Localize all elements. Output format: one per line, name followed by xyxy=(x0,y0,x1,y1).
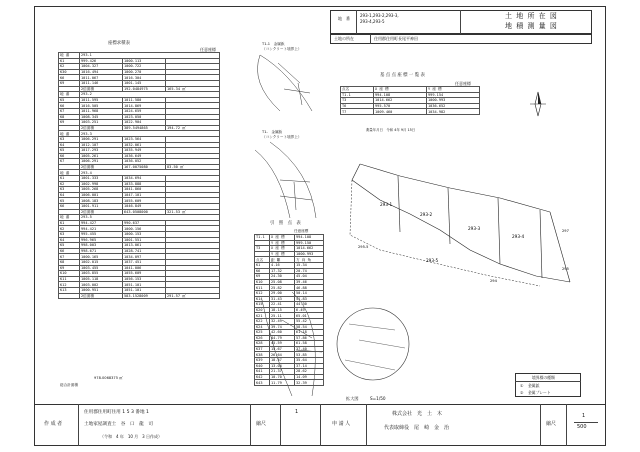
table-cell: 35.64 xyxy=(295,358,324,364)
table-cell: 25.08 xyxy=(270,279,295,285)
table-cell: 1000.270 xyxy=(123,69,166,75)
table-header-cell: 点名 xyxy=(341,87,374,93)
plan-neighbor-label: 297 xyxy=(562,229,569,233)
table-total-label: 2倍面積 xyxy=(80,164,123,170)
table-cell: 37.40 xyxy=(295,346,324,352)
applicant-line-2: 代表取締役 尾 崎 金 治 xyxy=(384,425,450,431)
table-cell: 25.11 xyxy=(270,313,295,319)
table-cell: K22 xyxy=(255,318,270,324)
table-cell: 1051.101 xyxy=(123,282,166,288)
table-cell: K25 xyxy=(255,330,270,336)
table-cell: K2 xyxy=(59,64,80,70)
table-area-value: 165.34 ㎡ xyxy=(166,86,220,92)
table-cell: K30 xyxy=(59,69,80,75)
table-cell: 1008.345 xyxy=(80,114,123,120)
scale-top: 1 xyxy=(295,409,299,415)
table-cell: Y 座 標 xyxy=(270,240,295,246)
table-cell: K5 xyxy=(59,198,80,204)
table-cell: 1041.006 xyxy=(123,265,166,271)
table-cell: K13 xyxy=(59,287,80,293)
table-cell: 29.00 xyxy=(270,290,295,296)
table-header-cell: 地 番 xyxy=(59,53,80,59)
boundary-legend-item: ① xyxy=(520,383,524,388)
author-label: 作 成 者 xyxy=(44,421,63,427)
table-cell: 1001.551 xyxy=(123,237,166,243)
table-total-label: 2倍面積 xyxy=(80,86,123,92)
table-cell: 1014.662 xyxy=(374,98,427,104)
table-header-cell: X 座 標 xyxy=(374,87,427,93)
table-cell: 53.85 xyxy=(295,352,324,358)
table-area-value: 291.57 ㎡ xyxy=(166,293,220,299)
table-cell: K8 xyxy=(59,259,80,265)
table-cell: 39.46 xyxy=(295,279,324,285)
table-total-value: 389.5494865 xyxy=(123,125,166,131)
table-cell: 998.671 xyxy=(80,248,123,254)
table-cell: T7 xyxy=(341,109,374,115)
table-total-label: 2倍面積 xyxy=(80,125,123,131)
table-total-label: 2倍面積 xyxy=(80,293,123,299)
left-table-subtitle: 任意座標 xyxy=(200,47,216,52)
table-cell: 995.570 xyxy=(374,103,427,109)
inset-top-drawing xyxy=(250,53,320,113)
plan-neighbor-label: 294 xyxy=(490,279,497,283)
plan-lot-label: 293-1 xyxy=(380,202,393,207)
boundary-legend-item: ② xyxy=(520,390,524,395)
table-cell: K2 xyxy=(59,226,80,232)
table-cell: 1001.145 xyxy=(123,80,166,86)
table-cell: 1022.904 xyxy=(123,120,166,126)
table-cell: K37 xyxy=(255,346,270,352)
table-cell: K41 xyxy=(255,369,270,375)
table-cell: 1011.580 xyxy=(123,97,166,103)
enlarged-circle xyxy=(335,300,415,390)
applicant-line-1: 株式会社 光 土 木 xyxy=(392,411,443,417)
table-cell: 995.455 xyxy=(80,232,123,238)
table-cell: K4 xyxy=(59,237,80,243)
table-cell: 6.49 xyxy=(295,307,324,313)
table-cell: 65.01 xyxy=(295,313,324,319)
table-cell: 1012.107 xyxy=(80,142,123,148)
table-cell: K6 xyxy=(59,204,80,210)
table-cell: 1003.002 xyxy=(80,282,123,288)
table-cell: 32.49 xyxy=(270,318,295,324)
table-cell: 32.39 xyxy=(295,380,324,386)
plan-lot-label: 293-4 xyxy=(512,234,525,239)
plan-lot-label: 293-2 xyxy=(420,212,433,217)
table-cell: K6 xyxy=(255,268,270,274)
table-cell: 1024.659 xyxy=(123,108,166,114)
table-cell: 1003.855 xyxy=(80,271,123,277)
table-cell: 26.64 xyxy=(270,352,295,358)
boundary-legend-title: 境界標の種類 xyxy=(532,375,555,380)
table-section-label: 293-4 xyxy=(80,170,220,176)
table-cell: 45.59 xyxy=(270,341,295,347)
table-cell: 1016.494 xyxy=(80,69,123,75)
left-footer-value: 978.0068375 ㎡ xyxy=(94,376,123,380)
author-line-3: （令和 4 年 10 月 3 日作成） xyxy=(100,434,162,439)
table-cell: 1013.061 xyxy=(123,243,166,249)
table-cell: K15 xyxy=(255,302,270,308)
table-cell: 999.150 xyxy=(295,240,324,246)
table-cell: 1032.061 xyxy=(123,142,166,148)
table-cell: 1036.649 xyxy=(123,153,166,159)
table-cell: 14.09 xyxy=(295,374,324,380)
benchmark-subtitle: 任意座標 xyxy=(455,81,471,86)
table-cell: K10 xyxy=(59,271,80,277)
table-cell: K43 xyxy=(255,380,270,386)
table-cell: 51.83 xyxy=(295,296,324,302)
table-cell: 1000.993 xyxy=(295,251,324,257)
survey-date: 測量年月日 令和 4年 9月 15日 xyxy=(366,128,416,132)
table-cell: 45.04 xyxy=(295,274,324,280)
table-cell: 994.108 xyxy=(374,92,427,98)
table-header-cell: 点名 xyxy=(255,257,270,263)
table-cell: 57.86 xyxy=(295,335,324,341)
table-cell: 1003.455 xyxy=(80,265,123,271)
table-cell: 1023.050 xyxy=(123,114,166,120)
table-cell: 28.62 xyxy=(295,369,324,375)
table-cell: X 座 標 xyxy=(270,235,295,241)
table-cell: K1 xyxy=(59,176,80,182)
table-cell: 37.14 xyxy=(295,363,324,369)
table-cell: 998.003 xyxy=(80,243,123,249)
table-cell: 1047.101 xyxy=(123,192,166,198)
table-cell: K42 xyxy=(255,374,270,380)
table-cell: T3 xyxy=(341,98,374,104)
scale2-top: 1 xyxy=(582,413,586,419)
table-cell: 1016.304 xyxy=(123,75,166,81)
table-cell: K39 xyxy=(255,358,270,364)
table-cell: K14 xyxy=(255,296,270,302)
table-cell: K6 xyxy=(59,103,80,109)
table-cell: 1005.268 xyxy=(80,187,123,193)
lead-table-title: 引 照 点 表 xyxy=(270,221,301,226)
table-cell: K38 xyxy=(255,352,270,358)
table-cell: K7 xyxy=(59,108,80,114)
table-cell: 994.108 xyxy=(295,235,324,241)
table-cell: K24 xyxy=(255,324,270,330)
location-value: 住用郡住用町長尾平神田 xyxy=(374,36,418,41)
table-cell: K11 xyxy=(255,285,270,291)
table-cell: 1011.067 xyxy=(80,75,123,81)
table-cell: Y 座 標 xyxy=(270,251,295,257)
table-cell: 44.30 xyxy=(295,302,324,308)
table-cell: K28 xyxy=(255,341,270,347)
table-cell: 1004.327 xyxy=(80,64,123,70)
north-arrow xyxy=(528,90,548,118)
table-cell: K1 xyxy=(59,58,80,64)
boundary-legend-item-label: 金属プレート xyxy=(528,390,551,395)
table-cell: 1011.968 xyxy=(80,108,123,114)
table-cell: 61.18 xyxy=(295,330,324,336)
table-cell: 24.30 xyxy=(270,274,295,280)
table-cell: K3 xyxy=(59,136,80,142)
inset-mid-label-1: T1- 金属鋲 xyxy=(262,130,283,134)
table-cell: 22.41 xyxy=(270,302,295,308)
table-cell: 1028.741 xyxy=(123,248,166,254)
table-header-cell: Y 座 標 xyxy=(427,87,480,93)
table-cell: K2 xyxy=(59,181,80,187)
table-cell: 1034.982 xyxy=(427,109,480,115)
table-cell: K8 xyxy=(59,114,80,120)
boundary-legend-item-label: 金属鋲 xyxy=(528,383,540,388)
table-cell: 15.67 xyxy=(270,346,295,352)
table-cell: 1003.251 xyxy=(80,120,123,126)
table-cell: 55.42 xyxy=(295,318,324,324)
table-section-label: 293-2 xyxy=(80,92,220,98)
table-total-label: 2倍面積 xyxy=(80,209,123,215)
table-cell: 1000.113 xyxy=(123,58,166,64)
table-cell: 1051.101 xyxy=(123,287,166,293)
table-cell: 994.427 xyxy=(80,220,123,226)
lead-table-subtitle: 任意座標 xyxy=(294,229,309,233)
table-cell: 17.32 xyxy=(270,268,295,274)
table-cell: 25.82 xyxy=(270,285,295,291)
table-cell: 1000.156 xyxy=(123,226,166,232)
table-cell: K11 xyxy=(59,276,80,282)
table-cell: K9 xyxy=(59,80,80,86)
table-header-cell: 方 向 角 xyxy=(295,257,324,263)
table-cell: 1034.694 xyxy=(123,176,166,182)
table-cell: 11.79 xyxy=(270,380,295,386)
table-cell: K3 xyxy=(59,232,80,238)
table-cell: 1000.722 xyxy=(123,64,166,70)
applicant-label: 申 請 人 xyxy=(332,421,351,427)
table-cell: 994.421 xyxy=(80,226,123,232)
location-label: 土地の所在 xyxy=(334,36,354,41)
table-cell: K26 xyxy=(255,335,270,341)
plan-lot-label: 293-5 xyxy=(426,258,439,263)
table-cell: K10 xyxy=(255,279,270,285)
table-cell: T3 xyxy=(255,246,270,252)
table-cell: 1036.652 xyxy=(427,103,480,109)
inset-mid-label-2: （コンクリート境界上） xyxy=(262,135,302,139)
table-header-cell: 地 番 xyxy=(59,131,80,137)
table-cell: 13.04 xyxy=(270,363,295,369)
table-cell: 20.74 xyxy=(295,268,324,274)
table-header-cell: 地 番 xyxy=(59,215,80,221)
table-cell: 1000.165 xyxy=(80,254,123,260)
table-total-value: 167.0075080 xyxy=(123,164,166,170)
table-cell: K5 xyxy=(59,148,80,154)
table-cell: 1005.261 xyxy=(80,153,123,159)
table-area-value: 83.50 ㎡ xyxy=(166,164,220,170)
table-row xyxy=(255,380,324,386)
plan-neighbor-label: 295 xyxy=(562,267,569,271)
chiban-value-1: 293-1,293-2,293-3, xyxy=(360,13,399,18)
table-cell: K7 xyxy=(59,159,80,165)
table-cell: 1005.118 xyxy=(80,276,123,282)
left-table-title: 座標求積表 xyxy=(108,41,130,46)
table-cell: T6 xyxy=(341,103,374,109)
table-cell: K9 xyxy=(59,120,80,126)
table-cell: 1046.849 xyxy=(123,204,166,210)
table-cell: K40 xyxy=(255,363,270,369)
table-cell: 1000.951 xyxy=(80,287,123,293)
table-cell: 15.34 xyxy=(295,262,324,268)
author-line-2: 土地家屋調査士 谷 口 龍 司 xyxy=(84,422,153,427)
table-cell: 1006.291 xyxy=(80,136,123,142)
table-cell: 18.57 xyxy=(270,358,295,364)
table-cell: K6 xyxy=(59,248,80,254)
title-line-1: 土 地 所 在 図 xyxy=(505,12,558,20)
scale2-label: 縮尺 xyxy=(546,421,557,427)
table-cell: 1001.911 xyxy=(80,204,123,210)
author-line-1: 住用郡住用町住用 1 5 3 番地 1 xyxy=(84,410,149,415)
table-cell: 42.60 xyxy=(270,330,295,336)
table-cell: 1001.333 xyxy=(80,176,123,182)
table-cell: K12 xyxy=(255,290,270,296)
table-cell: 1014.869 xyxy=(123,103,166,109)
table-cell: T1-1 xyxy=(341,92,374,98)
table-cell: 21.37 xyxy=(270,369,295,375)
table-section-label: 293-3 xyxy=(80,131,220,137)
table-cell xyxy=(59,293,80,299)
table-row xyxy=(341,109,480,115)
enlarged-scale: S=1/50 xyxy=(370,396,386,401)
table-cell: 1036.052 xyxy=(123,159,166,165)
table-cell: 50.14 xyxy=(295,290,324,296)
table-cell: 999.154 xyxy=(427,92,480,98)
table-cell: 1002.998 xyxy=(80,181,123,187)
table-cell: 1041.860 xyxy=(123,187,166,193)
table-cell: 44.79 xyxy=(270,335,295,341)
table-cell: 39.74 xyxy=(270,324,295,330)
table-cell: 996.965 xyxy=(80,237,123,243)
table-cell: 1000.153 xyxy=(123,232,166,238)
table-cell: K6 xyxy=(59,75,80,81)
plan-neighbor-label: 295-5 xyxy=(358,245,369,249)
table-cell: 1055.609 xyxy=(123,271,166,277)
table-cell: K7 xyxy=(59,254,80,260)
table-cell: 1034.097 xyxy=(123,254,166,260)
enlarged-label: 拡大図 xyxy=(346,396,359,401)
table-cell: 1037.451 xyxy=(123,259,166,265)
table-cell: K9 xyxy=(255,274,270,280)
table-cell: K6 xyxy=(59,153,80,159)
table-header-cell: 地 番 xyxy=(59,92,80,98)
inset-top-label-2: （コンクリート境界上） xyxy=(262,47,302,51)
benchmark-title: 基 点 点 座 標 一 覧 表 xyxy=(380,73,425,78)
table-cell: 1014.662 xyxy=(295,246,324,252)
table-cell: 1002.015 xyxy=(80,259,123,265)
table-cell: X 座 標 xyxy=(270,246,295,252)
table-cell: 18.15 xyxy=(270,307,295,313)
site-plan xyxy=(340,140,590,290)
table-header-cell: 地 番 xyxy=(59,170,80,176)
table-cell: 1035.949 xyxy=(123,148,166,154)
table-cell: 31.43 xyxy=(270,296,295,302)
table-cell: 4.16 xyxy=(270,262,295,268)
table-cell: K12 xyxy=(59,282,80,288)
table-cell: 1023.564 xyxy=(123,136,166,142)
table-cell: K5 xyxy=(59,243,80,249)
table-cell: K1 xyxy=(255,262,270,268)
table-cell: T1-1 xyxy=(255,235,270,241)
table-cell: K1 xyxy=(59,220,80,226)
table-total-value: 643.0508000 xyxy=(123,209,166,215)
table-cell: 61.58 xyxy=(295,341,324,347)
table-cell: K4 xyxy=(59,192,80,198)
table-cell: K3 xyxy=(59,187,80,193)
table-cell: 1016.505 xyxy=(80,103,123,109)
plan-lot-label: 293-3 xyxy=(468,226,481,231)
table-header-cell: 距 離 xyxy=(270,257,295,263)
table-area-value: 321.53 ㎡ xyxy=(166,209,220,215)
table-total-value: 192.0484975 xyxy=(123,86,166,92)
table-section-label: 293-1 xyxy=(80,53,220,59)
scale-label: 縮尺 xyxy=(256,421,267,427)
table-cell: 1033.888 xyxy=(123,181,166,187)
table-cell: 1011.146 xyxy=(80,80,123,86)
scale2-bottom: 500 xyxy=(577,424,587,430)
left-footer-label: 総合計面積 xyxy=(60,383,78,387)
left-coordinate-table xyxy=(58,52,220,299)
table-cell: 1009.460 xyxy=(374,109,427,115)
table-cell: 10.70 xyxy=(270,374,295,380)
table-cell: 1008.183 xyxy=(80,198,123,204)
table-cell: K4 xyxy=(59,142,80,148)
inset-top-label-1: T1-1 金属鋲 xyxy=(262,42,285,46)
table-section-label: 293-5 xyxy=(80,215,220,221)
table-cell: 1056.153 xyxy=(123,276,166,282)
table-cell: K21 xyxy=(255,313,270,319)
table-cell: 1006.291 xyxy=(80,159,123,165)
benchmark-table xyxy=(340,86,480,115)
inset-mid-drawing xyxy=(250,140,320,220)
table-cell: 999.426 xyxy=(80,58,123,64)
table-cell: 1000.993 xyxy=(427,98,480,104)
table-cell: K9 xyxy=(59,265,80,271)
chiban-label: 地 番 xyxy=(338,16,350,21)
table-cell: 58.54 xyxy=(295,324,324,330)
lead-point-table xyxy=(254,234,324,386)
title-line-2: 地 積 測 量 図 xyxy=(505,22,558,30)
table-cell: 1011.595 xyxy=(80,97,123,103)
table-cell: 1006.001 xyxy=(80,192,123,198)
table-cell: K5 xyxy=(59,97,80,103)
table-total-value: 583.1528009 xyxy=(123,293,166,299)
table-area-value: 194.72 ㎡ xyxy=(166,125,220,131)
chiban-value-2: 293-4,293-5 xyxy=(360,19,385,24)
table-cell: 1017.293 xyxy=(80,148,123,154)
table-cell: 1055.609 xyxy=(123,198,166,204)
table-cell: 46.88 xyxy=(295,285,324,291)
table-cell: 990.637 xyxy=(123,220,166,226)
table-cell: K20 xyxy=(255,307,270,313)
